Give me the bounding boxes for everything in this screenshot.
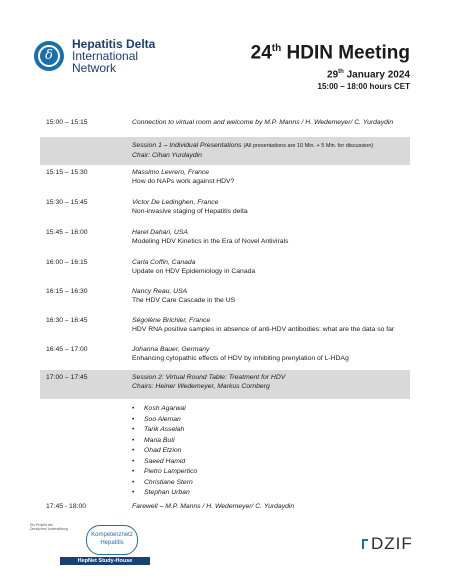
talk-title: HDV RNA positive samples in absence of anti-HDV antibodies: what are the data so far (132, 326, 395, 333)
logo-line-3: Network (72, 61, 117, 75)
session-2-title: Session 2: Virtual Round Table: Treatment for HDV (132, 374, 286, 381)
session-1-note: (All presentations are 10 Min. + 5 Min. for discussion) (243, 143, 374, 149)
talk-title: Update on HDV Epidemiology in Canada (132, 268, 256, 275)
foundation-text: Ein Projekt der Deutschen Leberstiftung (30, 523, 68, 531)
agenda-row-de-ledinghen: 15:30 – 15:45 Victor De Ledinghen, France Non-invasive staging of Hepatitis delta (40, 195, 410, 225)
agenda-row-session-2: 17:00 – 17:45 Session 2: Virtual Round Table: Treatment for HDV Chairs: Heiner Wedemeyer, Markus Cornberg (40, 370, 410, 399)
logo-line-2: International (72, 49, 139, 63)
speaker: Carla Coffin, Canada (132, 259, 196, 266)
meeting-date: 29th January 2024 (327, 69, 410, 81)
study-house-bar: HepNet Study-House (60, 557, 150, 565)
agenda-row-brichler: 16:30 – 16:45 Ségolène Brichler, France HDV RNA positive samples in absence of anti-HDV antibodies: what are the data so far (40, 313, 410, 342)
agenda-row-coffin: 16:00 – 16:15 Carla Coffin, Canada Update on HDV Epidemiology in Canada (40, 255, 410, 284)
dzif-text: DZIF (371, 534, 413, 553)
logo-text (72, 38, 155, 74)
session-2-chairs: Chairs: Heiner Wedemeyer, Markus Cornberg (132, 383, 270, 390)
talk-title: The HDV Care Cascade in the US (132, 297, 236, 304)
panelist: • Ohad Etzion (132, 446, 410, 457)
panelists-section (40, 399, 410, 499)
talk-title: Enhancing cytopathic effects of HDV by inhibiting prenylation of L-HDAg (132, 355, 349, 362)
speaker: Massimo Levrero, France (132, 169, 210, 176)
meeting-header (251, 38, 410, 92)
delta-logo-icon: δ (34, 41, 64, 71)
kompetenznetz-badge: Kompetenznetz Hepatitis (86, 525, 138, 555)
panelist: • Pietro Lampertico (132, 467, 410, 478)
talk-title: Modeling HDV Kinetics in the Era of Novel Antivirals (132, 238, 289, 245)
dzif-logo (362, 534, 413, 554)
logo-line-1: Hepatitis Delta (72, 37, 156, 51)
panelist: • Kosh Agarwal (132, 404, 410, 415)
agenda-row-farewell: 17:45 - 18:00 Farewell – M.P. Manns / H. Wedemeyer/ C. Yurdaydin (46, 503, 295, 510)
panelist: • Saeed Hamid (132, 457, 410, 468)
panelist: • Soo Aleman (132, 415, 410, 426)
talk-title: How do NAPs work against HDV? (132, 178, 235, 185)
meeting-title: 24th HDIN Meeting (250, 42, 410, 64)
panelist-list (132, 404, 410, 499)
session-1-chair: Chair: Cihan Yurdaydin (132, 152, 202, 159)
agenda (40, 115, 410, 517)
agenda-row-dahari: 15:45 – 16:00 Harel Dahari, USA Modeling HDV Kinetics in the Era of Novel Antivirals (40, 225, 410, 255)
speaker: Nancy Reau, USA (132, 288, 188, 295)
agenda-row-levrero: 15:15 – 15:30 Massimo Levrero, France How do NAPs work against HDV? (40, 165, 410, 195)
agenda-row-welcome: 15:00 – 15:15 Connection to virtual room and welcome by M.P. Manns / H. Wedemeyer/ C. Yurdaydin (46, 119, 394, 126)
panelist: • Tarik Asselah (132, 425, 410, 436)
agenda-row-session-1 (40, 137, 410, 165)
dzif-mark-icon (362, 539, 368, 549)
panelist: • Maria Buti (132, 436, 410, 447)
talk-title: Non-invasive staging of Hepatitis delta (132, 208, 248, 215)
speaker: Ségolène Brichler, France (132, 317, 211, 324)
hdin-logo (34, 38, 155, 74)
agenda-row-reau: 16:15 – 16:30 Nancy Reau, USA The HDV Care Cascade in the US (40, 284, 410, 313)
meeting-hours: 15:00 – 18:00 hours CET (317, 81, 410, 91)
hepnet-logo (30, 523, 133, 564)
speaker: Harel Dahari, USA (132, 229, 188, 236)
session-1-title: Session 1 – Individual Presentations (132, 142, 242, 149)
panelist: • Stephan Urban (132, 488, 410, 499)
speaker: Johanna Bauer, Germany (132, 346, 210, 353)
speaker: Victor De Ledinghen, France (132, 199, 219, 206)
panelist: • Christiane Stern (132, 478, 410, 489)
agenda-row-bauer: 16:45 – 17:00 Johanna Bauer, Germany Enhancing cytopathic effects of HDV by inhibiting prenylation of L-HDAg (40, 342, 410, 370)
